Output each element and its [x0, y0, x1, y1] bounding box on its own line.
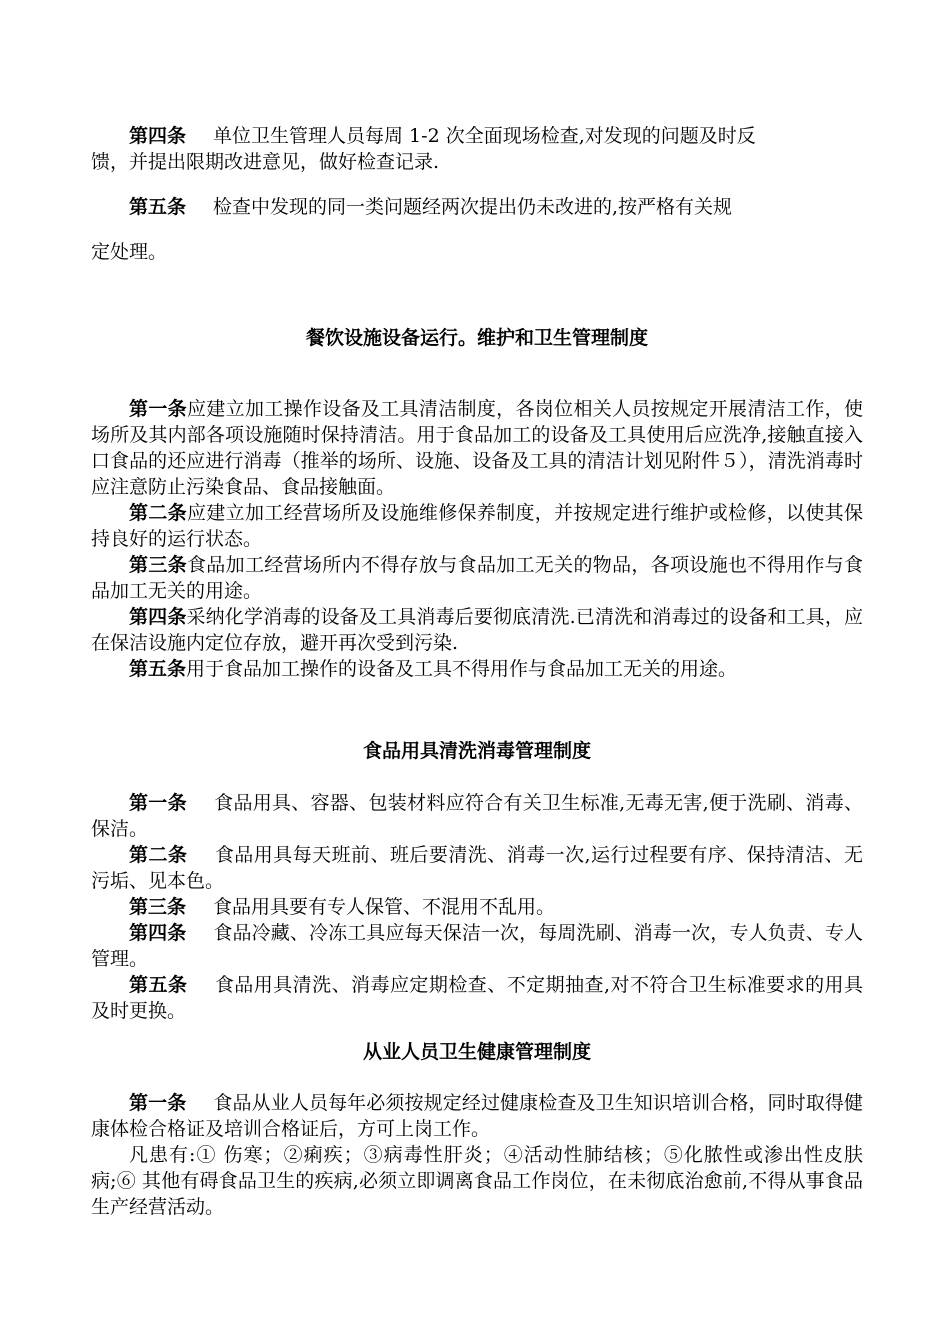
article	[91, 552, 863, 604]
section1-body	[91, 396, 863, 682]
article-text: 食品用具清洗、消毒应定期检查、不定期抽查,对不符合卫生标准要求的用具及时更换。	[91, 974, 863, 1022]
article-text: 食品冷藏、冷冻工具应每天保洁一次，每周洗刷、消毒一次，专人负责、专人管理。	[91, 922, 863, 970]
article-label: 第五条	[129, 658, 187, 680]
article-text: 单位卫生管理人员每周 1-2 次全面现场检查,对发现的问题及时反	[213, 125, 756, 147]
article-text: 采纳化学消毒的设备及工具消毒后要彻底清洗.已清洗和消毒过的设备和工具，应在保洁设施内定位存放，避开再次受到污染.	[91, 606, 863, 654]
article-text: 检查中发现的同一类问题经两次提出仍未改进的,按严格有关规	[213, 196, 733, 218]
article-label: 第三条	[129, 554, 187, 576]
article-text: 应建立加工经营场所及设施维修保养制度，并按规定进行维护或检修，以使其保持良好的运行状态。	[91, 502, 863, 550]
article	[91, 604, 863, 656]
article	[91, 656, 863, 682]
article-text: 定处理。	[91, 241, 168, 263]
article-text: 应建立加工操作设备及工具清洁制度，各岗位相关人员按规定开展清洁工作，使场所及其内部各项设施随时保持清洁。用于食品加工的设备及工具使用后应洗净,接触直接入口食品的还应进行消毒（推举的场所、设施、设备及工具的清洁计划见附件５），清洗消毒时应注意防止污染食品、食品接触面。	[91, 398, 863, 498]
article	[91, 842, 863, 894]
article-text: 食品用具、容器、包装材料应符合有关卫生标准,无毒无害,便于洗刷、消毒、保洁。	[91, 792, 863, 840]
article-text: 馈，并提出限期改进意见，做好检查记录.	[91, 151, 440, 173]
article-label: 第五条	[129, 974, 188, 996]
article-text: 食品加工经营场所内不得存放与食品加工无关的物品，各项设施也不得用作与食品加工无关的用途。	[91, 554, 863, 602]
article-label: 第四条	[129, 606, 187, 628]
section-title: 食品用具清洗消毒管理制度	[362, 740, 591, 762]
section-title: 餐饮设施设备运行。维护和卫生管理制度	[305, 327, 648, 349]
article	[91, 790, 863, 842]
article-label: 第三条	[129, 896, 187, 918]
article-label: 第五条	[129, 196, 187, 218]
article	[91, 894, 863, 920]
article	[91, 396, 863, 500]
section3-body	[91, 1090, 863, 1220]
article-label: 第二条	[129, 502, 187, 524]
article-text: 食品用具每天班前、班后要清洗、消毒一次,运行过程要有序、保持清洁、无污垢、见本色。	[91, 844, 863, 892]
article	[91, 920, 863, 972]
article-label: 第一条	[129, 792, 187, 814]
intro-article-4	[91, 123, 863, 175]
article-label: 第四条	[129, 922, 187, 944]
paragraph: 凡患有:① 伤寒；②痢疾；③病毒性肝炎；④活动性肺结核；⑤化脓性或渗出性皮肤病;⑥ 其他有碍食品卫生的疾病,必须立即调离食品工作岗位，在未彻底治愈前,不得从事食品生产经营活动。	[91, 1144, 863, 1218]
article-label: 第一条	[129, 1092, 187, 1114]
section-title: 从业人员卫生健康管理制度	[362, 1041, 591, 1063]
article	[91, 972, 863, 1024]
article-text: 食品用具要有专人保管、不混用不乱用。	[213, 896, 556, 918]
article	[91, 1090, 863, 1142]
article-label: 第四条	[129, 125, 187, 147]
intro-article-5	[91, 194, 863, 220]
article	[91, 500, 863, 552]
section2-body	[91, 790, 863, 1024]
article-label: 第二条	[129, 844, 188, 866]
intro-article-5-cont	[91, 239, 863, 265]
article-text: 食品从业人员每年必须按规定经过健康检查及卫生知识培训合格，同时取得健康体检合格证及培训合格证后，方可上岗工作。	[91, 1092, 863, 1140]
article-label: 第一条	[129, 398, 187, 420]
article-text: 用于食品加工操作的设备及工具不得用作与食品加工无关的用途。	[186, 658, 738, 680]
